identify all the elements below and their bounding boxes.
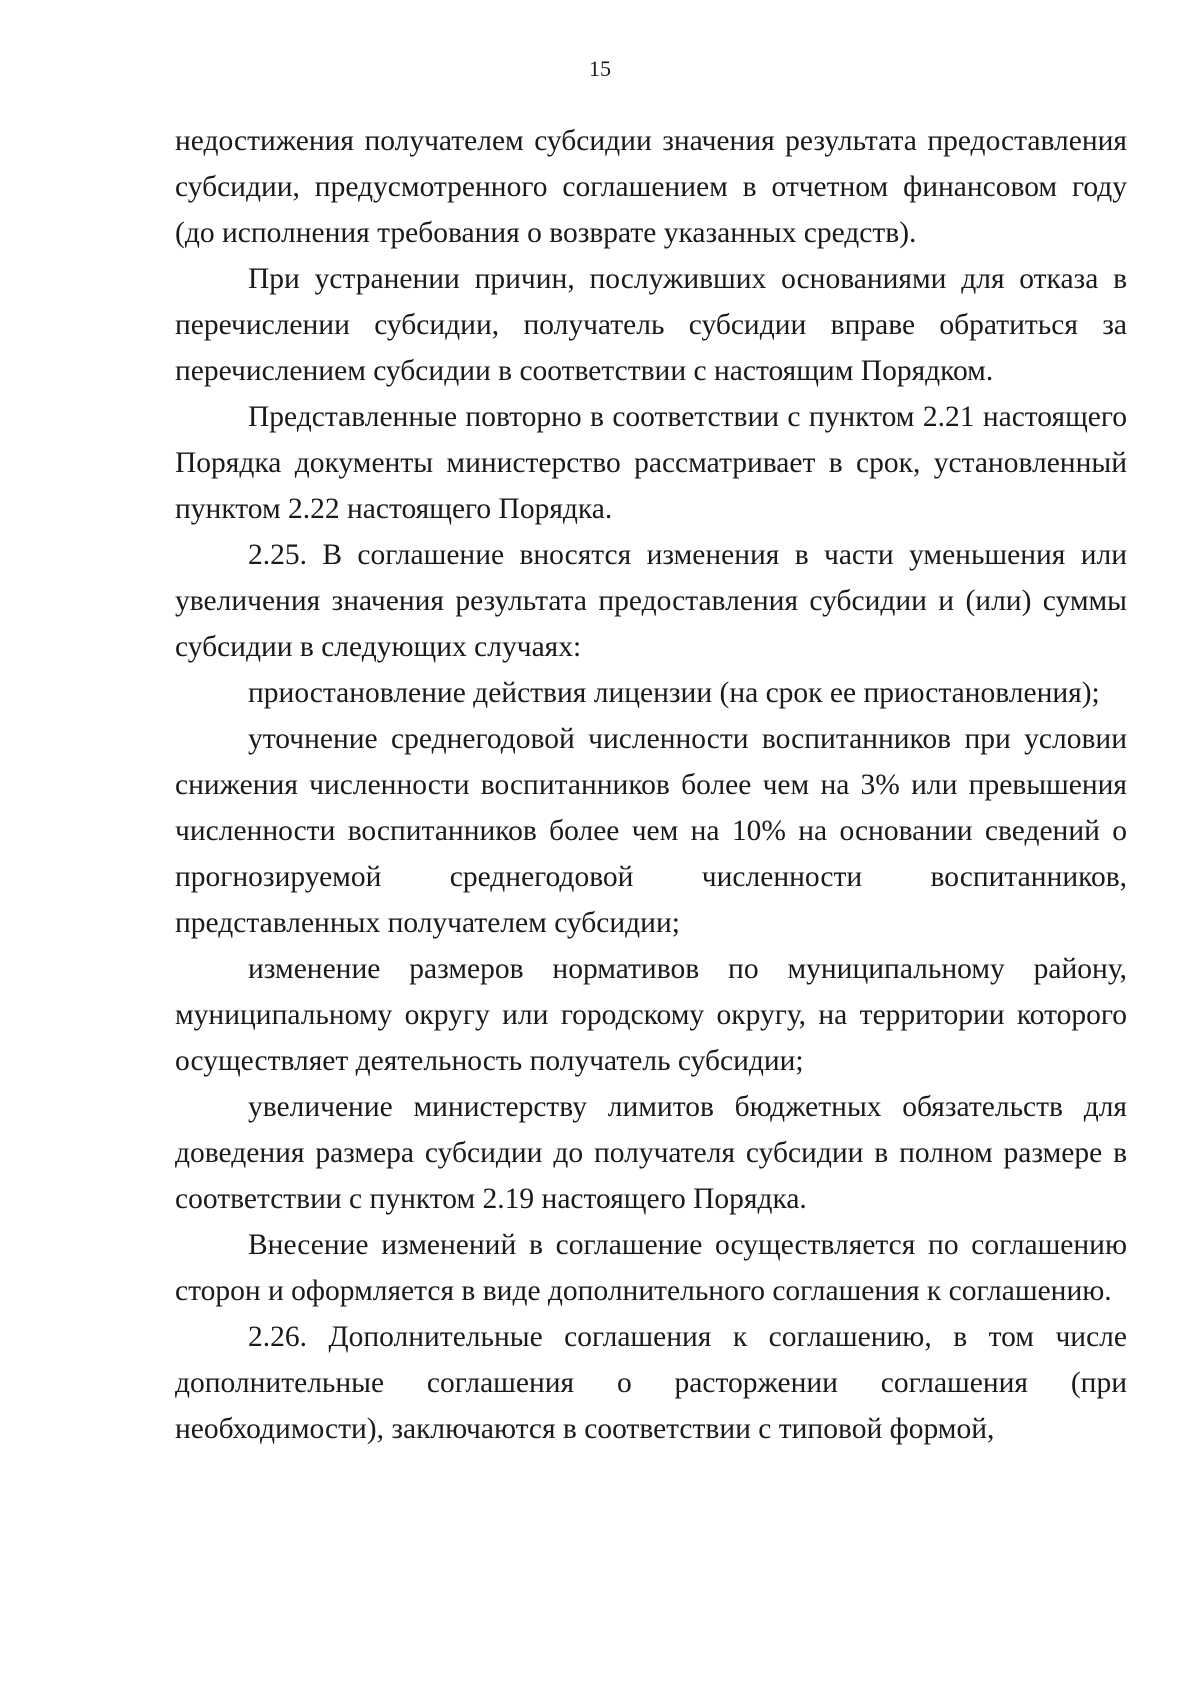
page-number: 15 [589, 56, 611, 81]
list-item-norm-change: изменение размеров нормативов по муниципальному району, муниципальному округу или городскому округу, на территории которого осуществляет деятельность получатель субсидии; [175, 953, 1127, 1077]
paragraph-amendment-procedure: Внесение изменений в соглашение осуществляется по соглашению сторон и оформляется в виде дополнительного соглашения к соглашению. [175, 1229, 1127, 1307]
list-item-pupil-count: уточнение среднегодовой численности воспитанников при условии снижения численности воспитанников более чем на 3% или превышения численности воспитанников более чем на 10% на основании сведений о прогнозируемой среднегодовой численности воспитанников, представленных получателем субсидии; [175, 723, 1127, 939]
list-item-license-suspension: приостановление действия лицензии (на срок ее приостановления); [248, 677, 1100, 709]
document-body [175, 118, 1127, 1452]
paragraph-resubmitted-documents: Представленные повторно в соответствии с пунктом 2.21 настоящего Порядка документы министерство рассматривает в срок, установленный пунктом 2.22 настоящего Порядка. [175, 401, 1127, 525]
paragraph-elimination-of-reasons: При устранении причин, послуживших основаниями для отказа в перечислении субсидии, получатель субсидии вправе обратиться за перечислением субсидии в соответствии с настоящим Порядком. [175, 263, 1127, 387]
paragraph-2-25: 2.25. В соглашение вносятся изменения в части уменьшения или увеличения значения результата предоставления субсидии и (или) суммы субсидии в следующих случаях: [175, 539, 1127, 663]
paragraph-2-26: 2.26. Дополнительные соглашения к соглашению, в том числе дополнительные соглашения о расторжении соглашения (при необходимости), заключаются в соответствии с типовой формой, [175, 1321, 1127, 1445]
paragraph-continuation: недостижения получателем субсидии значения результата предоставления субсидии, предусмотренного соглашением в отчетном финансовом году (до исполнения требования о возврате указанных средств). [175, 125, 1127, 249]
list-item-limits-increase: увеличение министерству лимитов бюджетных обязательств для доведения размера субсидии до получателя субсидии в полном размере в соответствии с пунктом 2.19 настоящего Порядка. [175, 1091, 1127, 1215]
